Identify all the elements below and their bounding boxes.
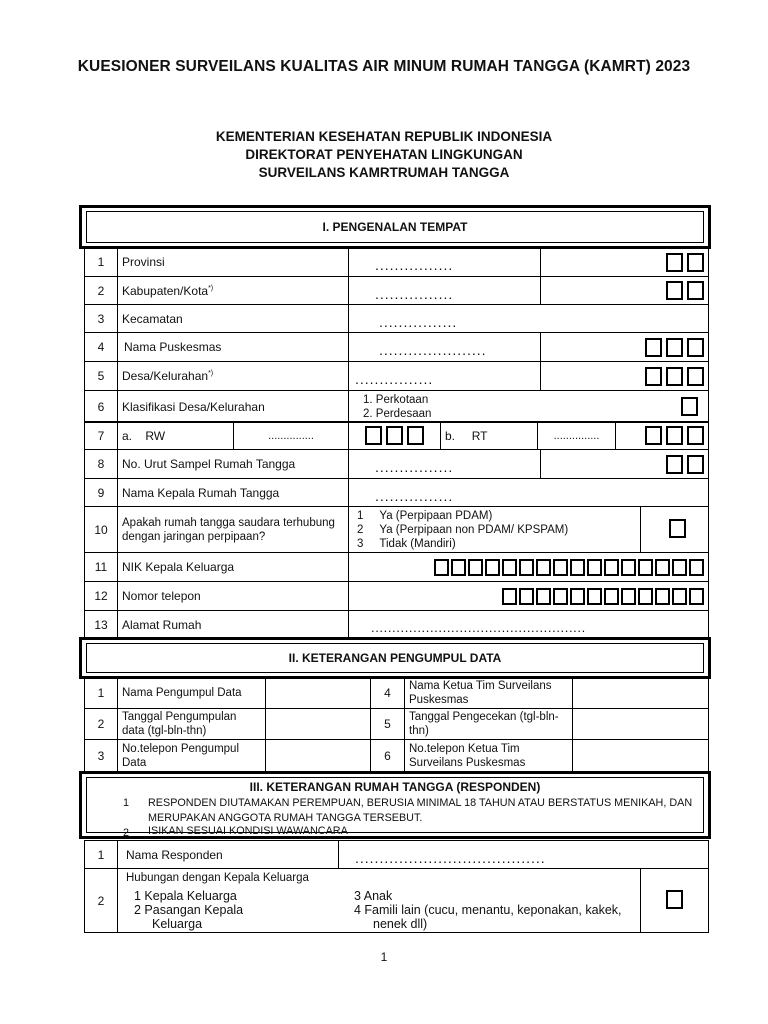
no-urut-code[interactable] (541, 450, 709, 479)
rt-code[interactable] (616, 422, 709, 450)
directorate-header: DIREKTORAT PENYEHATAN LINGKUNGAN (245, 147, 523, 162)
option-mandiri[interactable]: 3 Tidak (Mandiri) (357, 537, 456, 550)
digit-box[interactable] (468, 559, 483, 576)
row-number: 10 (85, 507, 118, 553)
row-puskesmas (85, 333, 709, 362)
row-label: Nama Responden (118, 841, 339, 869)
row-number: 12 (85, 582, 118, 611)
code-box[interactable] (645, 338, 662, 357)
row-label: Nomor telepon (118, 582, 349, 611)
row-label: Apakah rumah tangga saudara terhubung dengan jaringan perpipaan? (118, 507, 349, 553)
digit-box[interactable] (604, 588, 619, 605)
option-famili-lain[interactable]: 4 Famili lain (cucu, menantu, keponakan, kakek, (354, 903, 622, 917)
klasifikasi-options (349, 391, 709, 423)
row-alamat (85, 611, 709, 639)
rw-label: a. RW (118, 422, 234, 450)
digit-box[interactable] (553, 588, 568, 605)
row-label: Alamat Rumah (118, 611, 349, 639)
digit-box[interactable] (638, 588, 653, 605)
row-nik (85, 553, 709, 582)
option-perdesaan[interactable]: 2. Perdesaan (363, 407, 432, 420)
row-label: No.telepon Ketua Tim Surveilans Puskesmas (405, 740, 573, 772)
row-label: Nama Ketua Tim Surveilans Puskesmas (405, 678, 573, 709)
row-number: 13 (85, 611, 118, 639)
row-number: 5 (85, 362, 118, 391)
perpipaan-options (349, 507, 709, 553)
code-box[interactable] (645, 367, 662, 386)
row-label: Hubungan dengan Kepala Keluarga (126, 872, 309, 884)
provinsi-fill[interactable]: ................ (349, 248, 541, 277)
digit-box[interactable] (570, 588, 585, 605)
row-hubungan (85, 869, 709, 933)
row-telepon (85, 582, 709, 611)
digit-box[interactable] (638, 559, 653, 576)
row-number: 2 (85, 277, 118, 305)
row-number: 4 (85, 333, 118, 362)
code-box[interactable] (365, 426, 382, 445)
collector-name-field[interactable] (266, 678, 371, 709)
digit-box[interactable] (570, 559, 585, 576)
section-3-title: III. KETERANGAN RUMAH TANGGA (RESPONDEN) (249, 780, 541, 794)
row-kecamatan (85, 305, 709, 333)
document-title: KUESIONER SURVEILANS KUALITAS AIR MINUM RUMAH TANGGA (KAMRT) 2023 (77, 58, 691, 75)
team-leader-phone-field[interactable] (573, 740, 709, 772)
desa-code[interactable] (541, 362, 709, 391)
digit-box[interactable] (689, 588, 704, 605)
digit-box[interactable] (434, 559, 449, 576)
digit-box[interactable] (587, 588, 602, 605)
no-urut-fill[interactable]: ................ (349, 450, 541, 479)
digit-box[interactable] (604, 559, 619, 576)
rt-label: b. RT (441, 422, 538, 450)
code-box[interactable] (666, 338, 683, 357)
collector-phone-field[interactable] (266, 740, 371, 772)
digit-box[interactable] (451, 559, 466, 576)
code-box[interactable] (666, 367, 683, 386)
code-box[interactable] (666, 281, 683, 300)
alamat-fill[interactable]: ................................................... (349, 611, 709, 639)
row-number: 11 (85, 553, 118, 582)
section-2-title: II. KETERANGAN PENGUMPUL DATA (86, 643, 704, 673)
option-pdam[interactable]: 1 Ya (Perpipaan PDAM) (357, 509, 493, 522)
option-famili-lain-cont: nenek dll) (373, 917, 428, 931)
row-number: 8 (85, 450, 118, 479)
hubungan-box-cell[interactable] (641, 869, 709, 933)
digit-box[interactable] (502, 588, 517, 605)
digit-box[interactable] (519, 559, 534, 576)
digit-box[interactable] (689, 559, 704, 576)
option-perkotaan[interactable]: 1. Perkotaan (363, 393, 429, 406)
row-label: Desa/Kelurahan*) (118, 362, 349, 391)
digit-box[interactable] (655, 559, 670, 576)
code-box[interactable] (687, 426, 704, 445)
digit-box[interactable] (655, 588, 670, 605)
section-1-header (81, 207, 709, 247)
rw-code[interactable] (349, 422, 441, 450)
rw-fill[interactable]: ............... (234, 422, 349, 450)
code-box[interactable] (687, 338, 704, 357)
code-box[interactable] (407, 426, 424, 445)
row-label: NIK Kepala Keluarga (118, 553, 349, 582)
option-anak[interactable]: 3 Anak (354, 889, 393, 903)
option-pasangan[interactable]: 2 Pasangan Kepala (134, 903, 244, 917)
digit-box[interactable] (587, 559, 602, 576)
ministry-header: KEMENTERIAN KESEHATAN REPUBLIK INDONESIA (215, 129, 553, 144)
digit-box[interactable] (553, 559, 568, 576)
option-kepala-keluarga[interactable]: 1 Kepala Keluarga (134, 889, 237, 903)
row-number: 7 (85, 422, 118, 450)
option-non-pdam[interactable]: 2 Ya (Perpipaan non PDAM/ KPSPAM) (357, 523, 569, 536)
row-number: 1 (85, 841, 118, 869)
row-number: 1 (85, 248, 118, 277)
row-label: Klasifikasi Desa/Kelurahan (118, 391, 349, 423)
page-number: 1 (380, 950, 388, 964)
klasifikasi-box[interactable] (681, 397, 698, 416)
option-pasangan-cont: Keluarga (152, 917, 203, 931)
row-number: 3 (85, 305, 118, 333)
code-box[interactable] (687, 253, 704, 272)
puskesmas-fill[interactable]: ...................... (349, 333, 541, 362)
row-label: No.telepon Pengumpul Data (118, 740, 266, 772)
team-leader-name-field[interactable] (573, 678, 709, 709)
row-number: 3 (85, 740, 118, 772)
row-kabupaten (85, 277, 709, 305)
row-label: Provinsi (118, 248, 349, 277)
row-number: 1 (85, 678, 118, 709)
provinsi-code[interactable] (541, 248, 709, 277)
row-number: 6 (371, 740, 405, 772)
collector-row (85, 709, 709, 740)
code-box[interactable] (666, 455, 683, 474)
row-responden (85, 841, 709, 869)
row-number: 9 (85, 479, 118, 507)
section-1-title: I. PENGENALAN TEMPAT (86, 211, 704, 243)
note-2-number: 2 (123, 827, 130, 839)
section-1-table-continued (84, 449, 709, 639)
row-label: Tanggal Pengumpulan data (tgl-bln-thn) (118, 709, 266, 740)
row-label: Nama Pengumpul Data (118, 678, 266, 709)
row-number: 2 (85, 709, 118, 740)
perpipaan-box[interactable] (669, 519, 686, 538)
row-number: 4 (371, 678, 405, 709)
collection-date-field[interactable] (266, 709, 371, 740)
section-2-header (81, 639, 709, 677)
kabupaten-code[interactable] (541, 277, 709, 305)
digit-box[interactable] (672, 559, 687, 576)
surveillance-header: SURVEILANS KAMRTRUMAH TANGGA (258, 165, 510, 180)
digit-box[interactable] (536, 559, 551, 576)
hubungan-box[interactable] (666, 890, 683, 909)
kepala-rt-fill[interactable]: ................ (349, 479, 709, 507)
kecamatan-fill[interactable]: ................ (349, 305, 709, 333)
note-1: RESPONDEN DIUTAMAKAN PEREMPUAN, BERUSIA MINIMAL 18 TAHUN ATAU BERSTATUS MENIKAH, DAN MERUPAKAN ANGGOTA RUMAH TANGGA TERSEBUT. (148, 797, 693, 824)
collector-row (85, 678, 709, 709)
puskesmas-code[interactable] (541, 333, 709, 362)
check-date-field[interactable] (573, 709, 709, 740)
hubungan-options (118, 869, 641, 933)
row-label: Nama Puskesmas (118, 333, 349, 362)
row-number: 5 (371, 709, 405, 740)
digit-box[interactable] (621, 559, 636, 576)
row-desa (85, 362, 709, 391)
code-box[interactable] (687, 455, 704, 474)
digit-box[interactable] (621, 588, 636, 605)
section-2-table (84, 677, 709, 772)
rt-fill[interactable]: ............... (538, 422, 616, 450)
code-box[interactable] (645, 426, 662, 445)
section-3-header (81, 773, 709, 837)
code-box[interactable] (666, 426, 683, 445)
digit-box[interactable] (502, 559, 517, 576)
digit-box[interactable] (519, 588, 534, 605)
kabupaten-fill[interactable]: ................ (349, 277, 541, 305)
telepon-boxes[interactable] (349, 582, 709, 611)
row-number: 6 (85, 391, 118, 423)
row-label: Kecamatan (118, 305, 349, 333)
digit-box[interactable] (536, 588, 551, 605)
row-label: No. Urut Sampel Rumah Tangga (118, 450, 349, 479)
code-box[interactable] (666, 253, 683, 272)
row-rw-rt (84, 421, 709, 450)
collector-row (85, 740, 709, 772)
row-provinsi (85, 248, 709, 277)
code-box[interactable] (687, 281, 704, 300)
section-1-table (84, 247, 709, 423)
code-box[interactable] (687, 367, 704, 386)
nik-boxes[interactable] (349, 553, 709, 582)
digit-box[interactable] (485, 559, 500, 576)
section-3-table (84, 840, 709, 933)
digit-box[interactable] (672, 588, 687, 605)
row-label: Tanggal Pengecekan (tgl-bln-thn) (405, 709, 573, 740)
note-1-number: 1 (123, 797, 130, 809)
responden-fill[interactable]: ....................................... (339, 841, 709, 869)
row-label: Kabupaten/Kota*) (118, 277, 349, 305)
row-kepala-rt (85, 479, 709, 507)
note-2: ISIKAN SESUAI KONDISI WAWANCARA (148, 825, 348, 837)
row-number: 2 (85, 869, 118, 933)
row-no-urut (85, 450, 709, 479)
row-label: Nama Kepala Rumah Tangga (118, 479, 349, 507)
desa-fill[interactable]: ................ (349, 362, 541, 391)
row-perpipaan (85, 507, 709, 553)
row-klasifikasi (85, 391, 709, 423)
code-box[interactable] (386, 426, 403, 445)
